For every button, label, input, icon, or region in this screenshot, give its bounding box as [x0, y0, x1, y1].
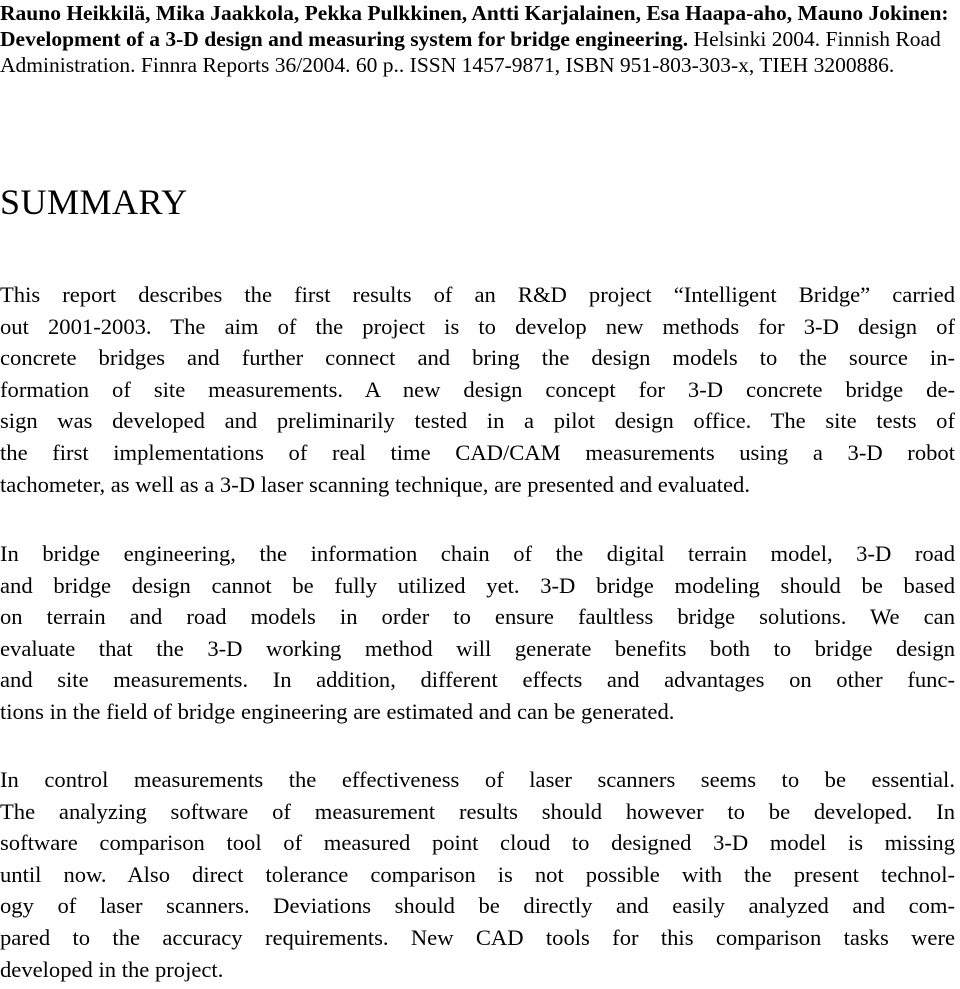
summary-heading: SUMMARY	[0, 182, 188, 222]
paragraph-line: software comparison tool of measured point cloud to designed 3-D model is missing	[0, 830, 955, 856]
citation-block	[0, 0, 960, 78]
paragraph-line: evaluate that the 3-D working method will generate benefits both to bridge design	[0, 635, 955, 661]
paragraph-line: and bridge design cannot be fully utilized yet. 3-D bridge modeling should be based	[0, 572, 955, 598]
paragraph-line: the first implementations of real time CAD/CAM measurements using a 3-D robot	[0, 439, 955, 465]
paragraph-line: tachometer, as well as a 3-D laser scanning technique, are presented and evaluated.	[0, 471, 751, 497]
paragraph-line: ogy of laser scanners. Deviations should be directly and easily analyzed and com-	[0, 893, 955, 919]
paragraph-line: concrete bridges and further connect and bring the design models to the source in-	[0, 345, 955, 371]
citation-publication: Helsinki 2004. Finnish Road Administration. Finnra Reports 36/2004. 60 p.. ISSN 1457-9871, ISBN 951-803-303-x, TIEH 3200886.	[0, 27, 941, 77]
paragraph-line: developed in the project.	[0, 956, 224, 982]
paragraph-line: In control measurements the effectiveness of laser scanners seems to be essential.	[0, 767, 955, 792]
citation-authors-title: Rauno Heikkilä, Mika Jaakkola, Pekka Pulkkinen, Antti Karjalainen, Esa Haapa-aho, Mauno Jokinen: Development of a 3-D design and measuring system for bridge engineering.	[0, 1, 949, 51]
paragraph-line: formation of site measurements. A new design concept for 3-D concrete bridge de-	[0, 376, 955, 402]
paragraph-line: In bridge engineering, the information chain of the digital terrain model, 3-D road	[0, 541, 955, 566]
paragraph-line: until now. Also direct tolerance comparison is not possible with the present technol-	[0, 861, 955, 887]
summary-paragraph-3	[0, 764, 955, 985]
summary-paragraph-1	[0, 279, 955, 500]
paragraph-line: This report describes the first results of an R&D project “Intelligent Bridge” carried	[0, 282, 955, 307]
paragraph-line: on terrain and road models in order to ensure faultless bridge solutions. We can	[0, 604, 955, 630]
paragraph-line: out 2001-2003. The aim of the project is to develop new methods for 3-D design of	[0, 313, 955, 339]
paragraph-line: and site measurements. In addition, different effects and advantages on other func-	[0, 667, 955, 693]
summary-paragraph-2	[0, 538, 955, 728]
paragraph-line: pared to the accuracy requirements. New CAD tools for this comparison tasks were	[0, 924, 955, 950]
paragraph-line: sign was developed and preliminarily tested in a pilot design office. The site tests of	[0, 408, 955, 434]
paragraph-line: tions in the field of bridge engineering are estimated and can be generated.	[0, 698, 675, 724]
paragraph-line: The analyzing software of measurement results should however to be developed. In	[0, 798, 955, 824]
